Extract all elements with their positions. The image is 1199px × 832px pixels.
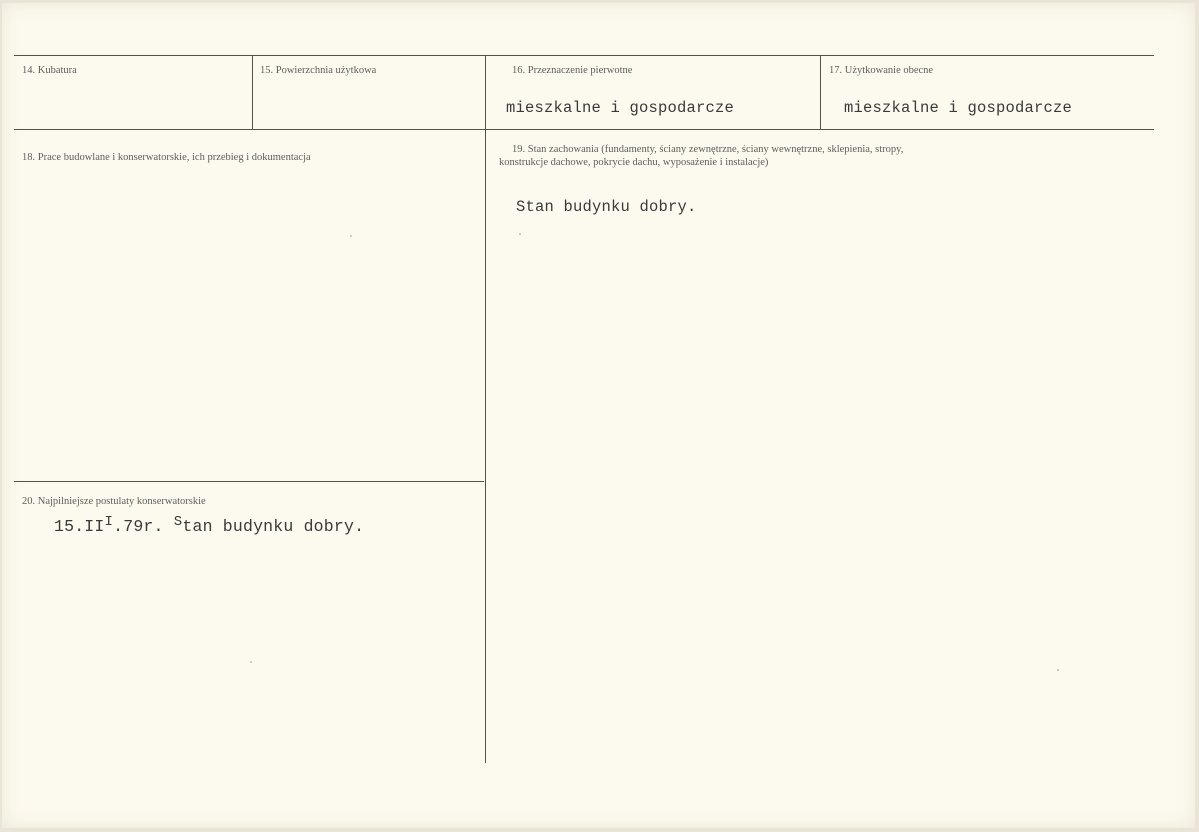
field-20-label: 20. Najpilniejsze postulaty konserwatorskie	[22, 496, 206, 507]
field-16-label: 16. Przeznaczenie pierwotne	[512, 65, 633, 76]
row1-bottom-rule	[14, 129, 1154, 130]
divider-16-17	[820, 55, 821, 129]
field-17-value: mieszkalne i gospodarcze	[844, 99, 1073, 117]
section18-bottom-rule	[14, 481, 484, 482]
field-20-note: tan budynku dobry.	[182, 517, 365, 536]
divider-main	[485, 55, 486, 763]
field-16-value: mieszkalne i gospodarcze	[506, 99, 735, 117]
paper-speck	[250, 661, 252, 663]
field-19-label-line2: konstrukcje dachowe, pokrycie dachu, wyposażenie i instalacje)	[499, 157, 769, 168]
paper-speck	[519, 233, 521, 235]
record-card	[2, 3, 1195, 828]
field-20-value	[54, 514, 365, 536]
field-20-date-rest: .79r.	[113, 517, 164, 536]
field-20-date-superscript: I	[104, 514, 114, 530]
field-17-label: 17. Użytkowanie obecne	[829, 65, 934, 76]
paper-speck	[1057, 669, 1059, 671]
field-18-label: 18. Prace budowlane i konserwatorskie, ich przebieg i dokumentacja	[22, 152, 311, 163]
field-19-value: Stan budynku dobry.	[516, 198, 697, 216]
field-19-label-line1: 19. Stan zachowania (fundamenty, ściany zewnętrzne, ściany wewnętrzne, sklepienia, stropy,	[512, 144, 904, 155]
field-14-label: 14. Kubatura	[22, 65, 77, 76]
field-15-label: 15. Powierzchnia użytkowa	[260, 65, 377, 76]
divider-14-15	[252, 55, 253, 129]
field-20-note-superscript: S	[173, 514, 183, 530]
top-rule	[14, 55, 1154, 56]
field-20-date: 15.II	[54, 517, 105, 536]
paper-speck	[350, 235, 352, 237]
